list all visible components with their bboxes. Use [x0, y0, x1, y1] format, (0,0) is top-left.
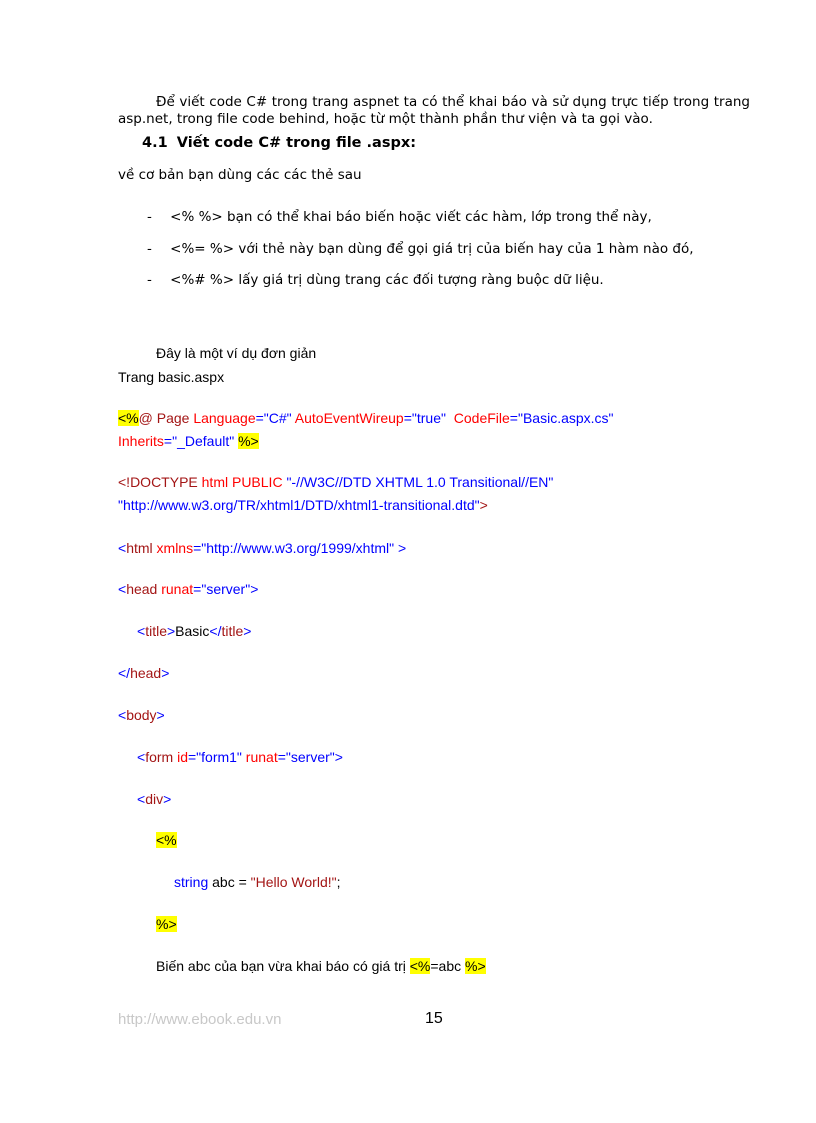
directive-open-marker: <% [118, 410, 139, 426]
code-line-body: <body> [118, 707, 165, 723]
output-text: Biến abc của bạn vừa khai báo có giá trị [156, 958, 410, 974]
bullet-text: lấy giá trị dùng trang các đối tượng ràng buộc dữ liệu. [234, 272, 604, 288]
id-value: "form1" [196, 749, 242, 765]
html-tag: html [126, 540, 153, 556]
code-line-html: <html xmlns="http://www.w3.org/1999/xhtml" > [118, 540, 407, 556]
doctype-fpi: "-//W3C//DTD XHTML 1.0 Transitional//EN" [282, 474, 554, 490]
code-line-script-open [156, 832, 177, 848]
inherits-attr: Inherits [118, 433, 164, 449]
section-number: 4.1 [142, 135, 168, 151]
bullet-item-3 [147, 272, 604, 288]
bullet-tag: <%= %> [170, 241, 235, 257]
codefile-attr: CodeFile [453, 410, 510, 426]
codefile-value: "Basic.aspx.cs" [517, 410, 614, 426]
bullet-item-2 [147, 241, 694, 257]
code-line-script-close [156, 916, 177, 932]
doctype-html: html [197, 474, 229, 490]
runat-value: "server" [285, 749, 335, 765]
title-open-tag: title [145, 623, 167, 639]
xmlns-value: "http://www.w3.org/1999/xhtml" [201, 540, 395, 556]
head-close-tag: head [130, 665, 162, 681]
bullet-tag: <%# %> [170, 272, 235, 288]
autoeventwireup-value: "true" [411, 410, 446, 426]
output-expression: =abc [430, 958, 466, 974]
abc-string-value: "Hello World!" [250, 874, 337, 890]
runat-attr: runat [245, 749, 278, 765]
code-line-head-close: </head> [118, 665, 170, 681]
runat-value: "server" [201, 581, 251, 597]
bullet-text: với thẻ này bạn dùng để gọi giá trị của biến hay của 1 hàm nào đó, [234, 241, 694, 257]
autoeventwireup-attr: AutoEventWireup [294, 410, 404, 426]
doctype-public: PUBLIC [228, 474, 283, 490]
footer-url[interactable]: http://www.ebook.edu.vn [118, 1011, 282, 1028]
example-page-label: Trang basic.aspx [118, 369, 225, 385]
code-line-output [156, 958, 486, 974]
string-keyword: string [174, 874, 209, 890]
example-intro: Đây là một ví dụ đơn giản [156, 345, 317, 361]
intro-paragraph: Để viết code C# trong trang aspnet ta có thể khai báo và sử dụng trực tiếp trong trang asp.net, trong file code behind, hoặc từ một thành phần thư viện và ta gọi vào. [118, 94, 750, 127]
section-title: Viết code C# trong file .aspx: [176, 135, 417, 151]
bullet-tag: <% %> [170, 209, 223, 225]
statement-semicolon: ; [336, 874, 341, 890]
bullet-text: bạn có thể khai báo biến hoặc viết các hàm, lớp trong thể này, [222, 209, 652, 225]
bullet-item-1 [147, 209, 652, 225]
section-heading [142, 135, 416, 151]
doctype-url: "http://www.w3.org/TR/xhtml1/DTD/xhtml1-transitional.dtd" [118, 497, 480, 513]
language-attr: Language [193, 410, 256, 426]
code-line-div: <div> [137, 791, 172, 807]
abc-declaration: abc = [208, 874, 251, 890]
code-line-directive-2: Inherits="_Default" %> [118, 433, 259, 449]
script-close-marker: %> [156, 916, 177, 932]
lead-text: về cơ bản bạn dùng các các thẻ sau [118, 167, 362, 183]
title-close-tag: title [221, 623, 244, 639]
form-tag: form [145, 749, 174, 765]
language-value: "C#" [263, 410, 292, 426]
script-open-marker: <% [156, 832, 177, 848]
code-line-directive-1: <%@ Page Language="C#" AutoEventWireup="true" CodeFile="Basic.aspx.cs" [118, 410, 614, 426]
title-text: Basic [175, 623, 210, 639]
output-close-marker: %> [465, 958, 486, 974]
page-number: 15 [425, 1010, 443, 1027]
code-line-form: <form id="form1" runat="server"> [137, 749, 343, 765]
bullet-dash: - [147, 209, 152, 225]
code-line-doctype-2 [118, 497, 488, 513]
bullet-dash: - [147, 241, 152, 257]
div-tag: div [145, 791, 164, 807]
runat-attr: runat [161, 581, 194, 597]
doctype-open: <!DOCTYPE [118, 474, 198, 490]
xmlns-attr: xmlns [156, 540, 194, 556]
body-tag: body [126, 707, 157, 723]
head-tag: head [126, 581, 158, 597]
code-line-string-decl [174, 874, 340, 890]
code-line-head-open: <head runat="server"> [118, 581, 259, 597]
output-open-marker: <% [409, 958, 431, 974]
bullet-dash: - [147, 272, 152, 288]
directive-page-keyword: @ Page [138, 410, 194, 426]
code-line-title: <title>Basic</title> [137, 623, 252, 639]
doctype-close: > [479, 497, 488, 513]
id-attr: id [177, 749, 188, 765]
inherits-value: "_Default" [172, 433, 235, 449]
directive-close-marker: %> [238, 433, 259, 449]
code-line-doctype-1 [118, 474, 553, 490]
